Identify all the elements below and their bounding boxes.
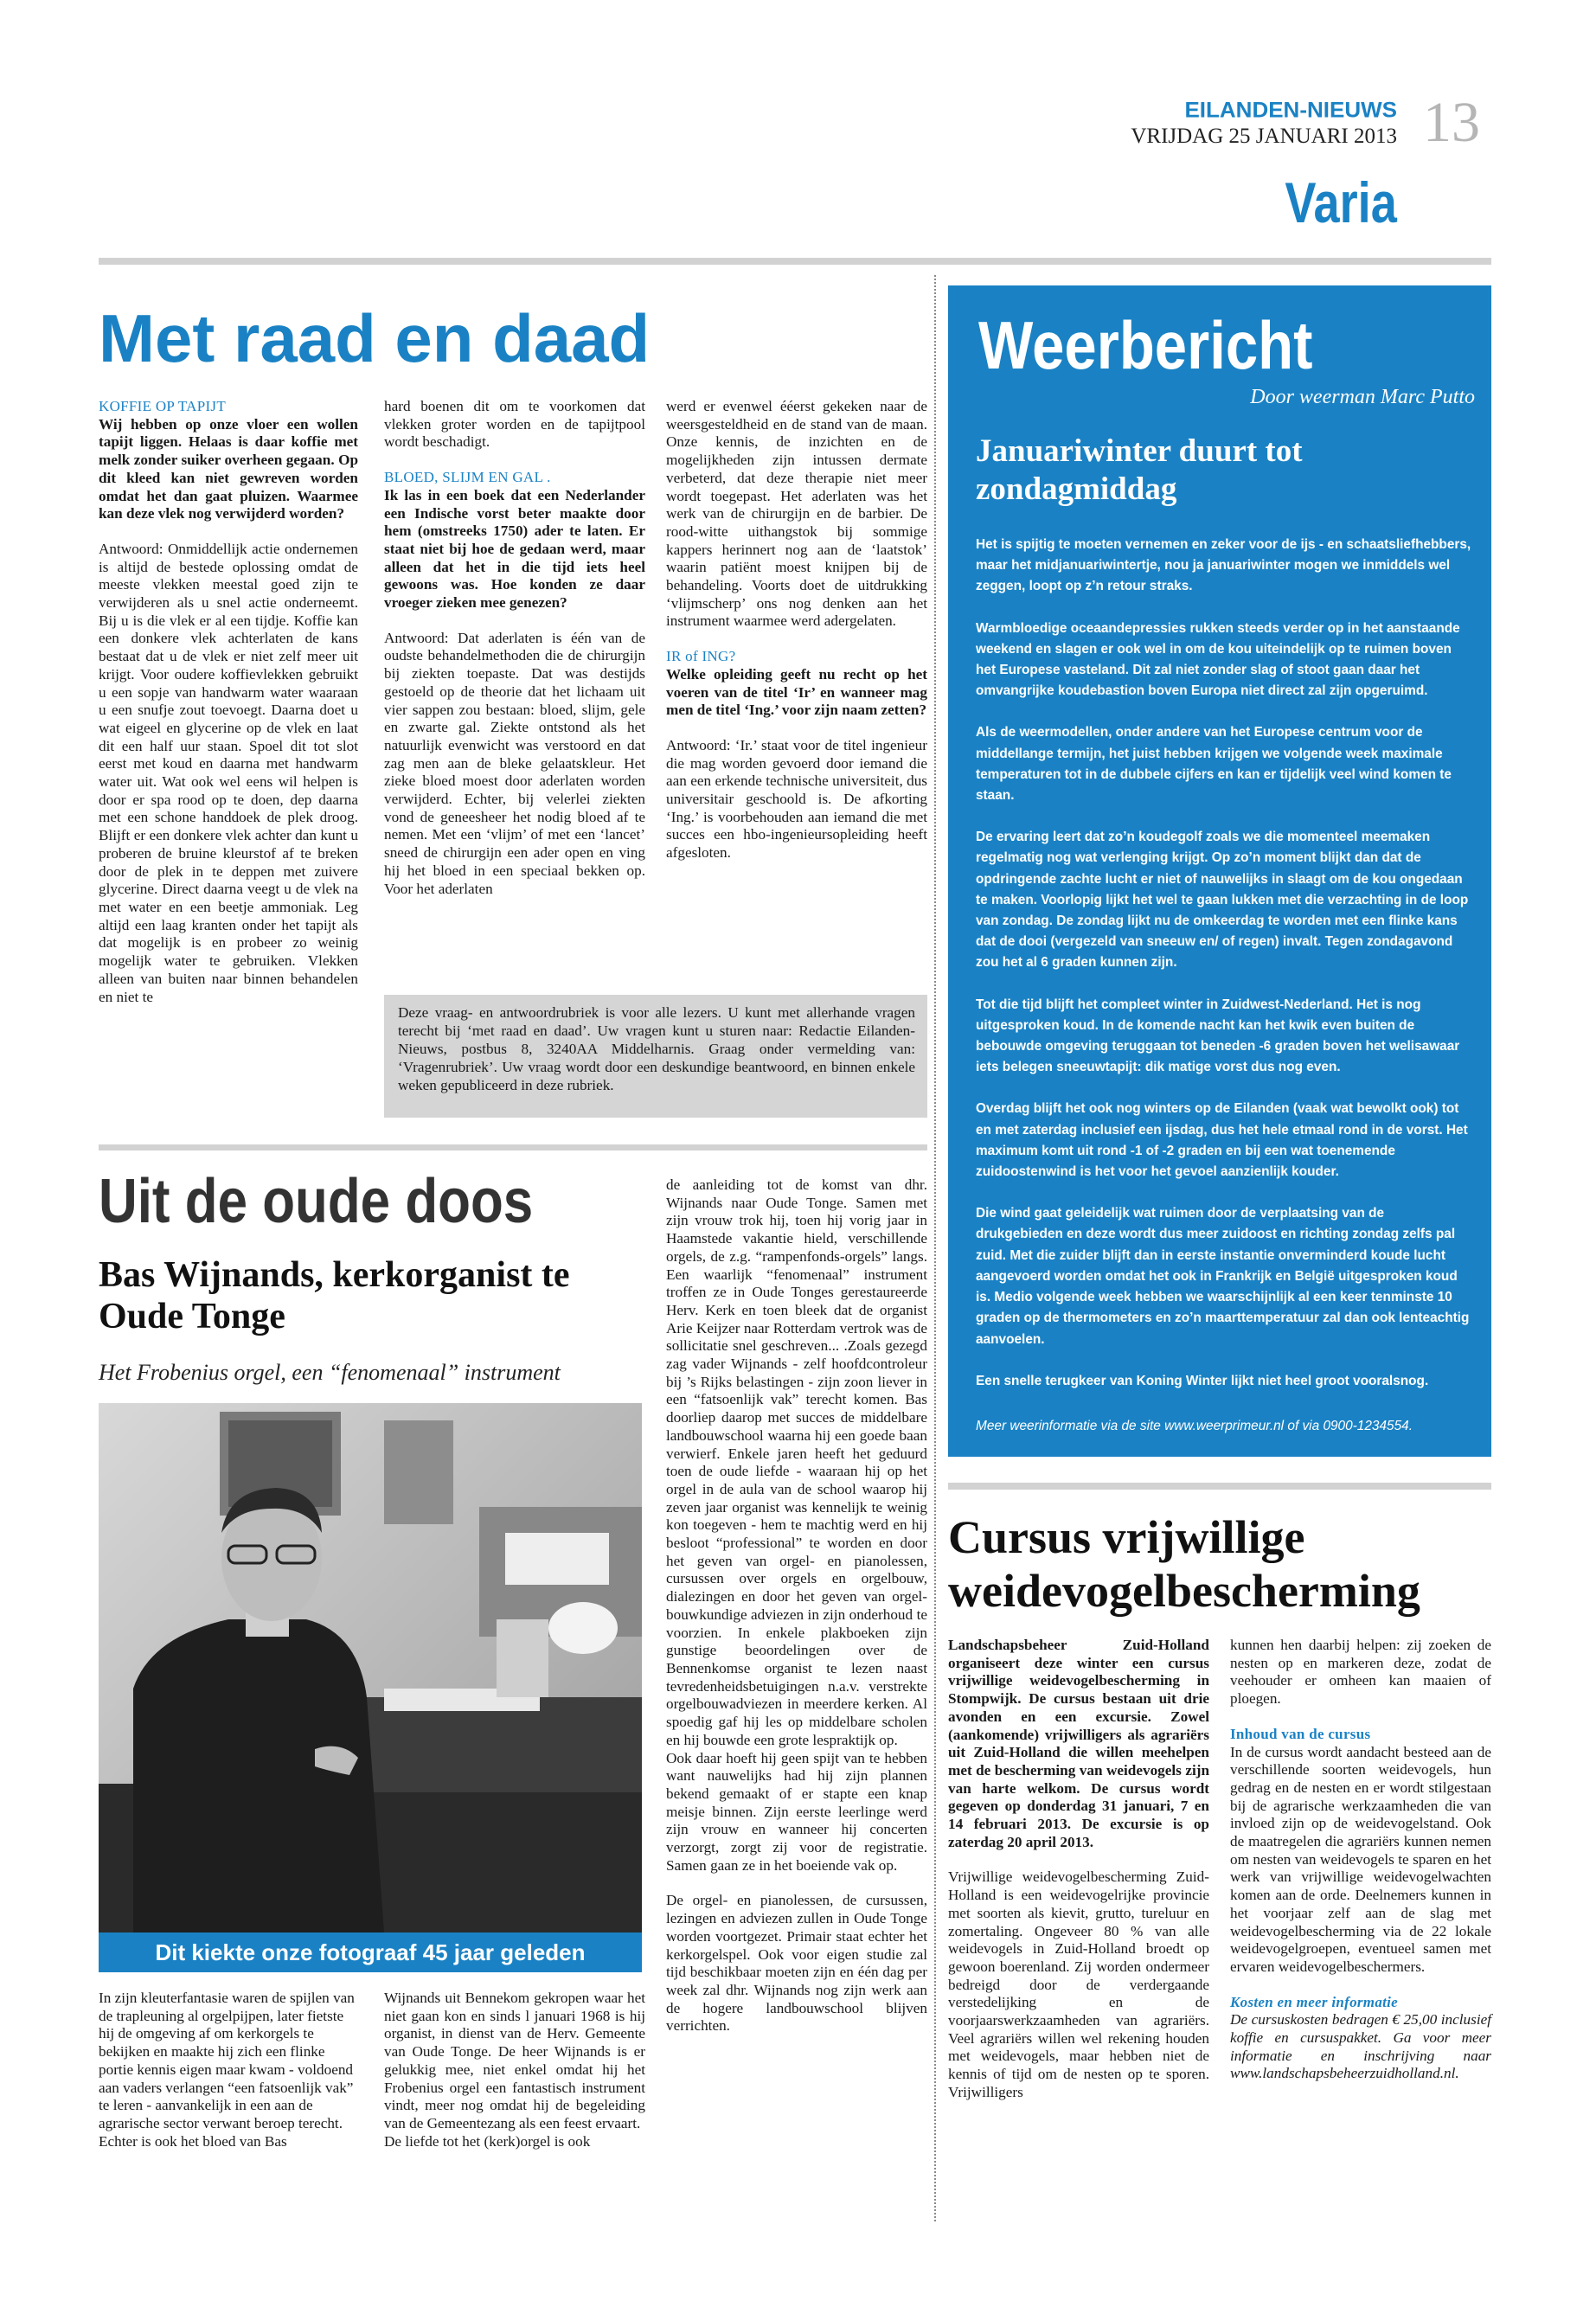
raad-question-bloed: Ik las in een boek dat een Nederlander een Indische vorst beter maakte door hem (omstreeks 1750) ader te laten. Er staat niet bij hoe de gedaan werd, maar alleen dat het in die tijd iets heel gewoons was. Hoe konden ze daar vroeger zieken mee genezen? <box>384 486 645 612</box>
doos-text-3c: De orgel- en pianolessen, de cursussen, lezingen en adviezen zullen in Oude Tonge worden voortgezet. Primair staat echter het kerkorgelspel. Ook voor eigen studie zal tijd beschikbaar moeten zijn en één dag per week zal dhr. Wijnands nog zijn werk aan de hogere landbouwschool blijven verrichten. <box>666 1892 927 2035</box>
raad-column-3 <box>666 398 927 862</box>
doos-text-3a: de aanleiding tot de komst van dhr. Wijnands naar Oude Tonge. Samen met zijn vrouw trok hij, toen hij vorig jaar in Haamstede vakantie hield, verschillende orgels, de z.g. “rampenfonds-orgels” langs. Een waarlijk “fenomenaal” instrument troffen ze in Oude Tonges gerestaureerde Herv. Kerk en toen bleek dat de organist Arie Keijzer naar Rotterdam vertrok was de sollicitatie snel geschreven... .Zoals gezegd zag vader Wijnands - zelf hoofdcontroleur bij ’s Rijks belastingen - zijn zoon liever in een “fatsoenlijk vak” terecht komen. Bas doorliep daarop met succes de middelbare landbouwschool waarna hij een goede baan verwierf. Enkele jaren heeft het geduurd toen de oude liefde - waaraan hij op het orgel in de aula van de school waarop hij zeven jaar organist was kennelijk te weinig kon toegeven - hem te machtig werd en hij besloot “professional” te worden en door het geven van orgel- en pianolessen, cursussen over orgels en orgelbouw, dialezingen en door het geven van orgel-bouwkundige adviezen in zijn onderhoud te voorzien. In enkele plakboeken zijn gunstige beoordelingen over de Bennenkomse organist te lezen naast tevredenheidsbetuigingen n.a.v. verstrekte orgelbouwadviezen in meerdere kerken. Al spoedig gaf hij les op middelbare scholen en hij bouwde een grote lespraktijk op. <box>666 1176 927 1748</box>
weather-paragraph-2: Warmbloedige oceaandepressies rukken steeds verder op in het aanstaande weekend en slagen er ook wel in om de kou uiteindelijk op te ruimen boven het Europese vasteland. Dit zal niet zonder slag of stoot gaan daar het omvangrijke koudebastion boven Europa niet direct zal zijn opgeruimd. <box>976 620 1460 699</box>
column-divider <box>934 275 936 2221</box>
raad-answer-ir: Antwoord: ‘Ir.’ staat voor de titel ingenieur die mag worden gevoerd door iemand die aan een erkende technische universiteit, dus universitair geschoold is. De afkorting ‘Ing.’ is voorbehouden aan iemand die met succes een hbo-ingenieursopleiding heeft afgesloten. <box>666 736 927 862</box>
raad-answer-bloed: Antwoord: Dat aderlaten is één van de oudste behandelmethoden die de chirurgijn bij ziekten toepaste. Dat was destijds gestoeld op de theorie dat het lichaam uit vier sappen zou bestaan: bloed, slijm, gele en zwarte gal. Ziekte ontstond als het natuurlijk evenwicht was verstoord en dat zag men aan de bleke gelaatskleur. Het zieke bloed moest door aderlaten worden verwijderd. Echter, bij velerlei ziekten vond de geneesheer het nodig bloed af te nemen. Met een ‘vlijm’ of met een ‘lancet’ sneed de chirurgijn een ader open en ving hij het bloed in een speciaal bekken op. Voor het aderlaten <box>384 629 645 897</box>
cursus-kicker-inhoud: Inhoud van de cursus <box>1230 1725 1371 1742</box>
weather-text <box>976 535 1472 1413</box>
doos-text-1a: In zijn kleuterfantasie waren de spijlen van de trapleuning al orgelpijpen, later fietste hij de omgeving af om kerkorgels te bekijken en maakte hij zich een flinke portie kennis eigen maar kwam - voldoend aan vaders verlangen “een fatsoenlijk vak” te leren - aanvankelijk in een aan de agrarische sector verwant beroep terecht. <box>99 1990 355 2131</box>
weather-byline: Door weerman Marc Putto <box>1250 386 1475 408</box>
doos-headline: Bas Wijnands, kerkorganist te Oude Tonge <box>99 1255 570 1336</box>
weather-paragraph-3: Als de weermodellen, onder andere van het Europese centrum voor de middellange termijn, het juist hebben krijgen we volgende week maximale temperaturen tot in de dubbele cijfers en kan er tijdelijk veel wind komen te staan. <box>976 725 1452 804</box>
raad-question-ir: Welke opleiding geeft nu recht op het voeren van de titel ‘Ir’ en wanneer mag men de titel ‘Ing.’ voor zijn naam zetten? <box>666 665 927 719</box>
doos-text-1b: Echter is ook het bloed van Bas <box>99 2132 287 2150</box>
cursus-body: Vrijwillige weidevogelbescherming Zuid-Holland is een weidevogelrijke provincie met soorten als kievit, grutto, tureluur en zomertaling. Ongeveer 80 % van alle weidevogels in Zuid-Holland broedt op gewoon boerenland. Zij worden ondermeer bedreigd door de verdergaande verstedelijking en de voorjaarswerkzaamheden van agrariërs. Veel agrariërs willen wel rekening houden met weidevogels, maar hebben niet de kennis of tijd om de nesten op te sporen. Vrijwilligers <box>948 1868 1209 2100</box>
weather-paragraph-8: Een snelle terugkeer van Koning Winter lijkt niet heel groot vooralsnog. <box>976 1373 1429 1388</box>
raad-continuation-3: werd er evenwel ééerst gekeken naar de weersgesteldheid en de stand van de maan. Onze kennis, de inzichten en de mogelijkheden zijn intussen dermate verbeterd, dat deze therapie niet meer wordt toegepast. Het aderlaten was het werk van de chirurgijn en de barbier. De rood-witte uithangstok bij sommige kappers herinnert nog aan de ‘laatstok’ waarin patiënt moest knijpen bij de behandeling. Voorts doet de uitdrukking ‘vlijmscherp’ ons nog denken aan het instrument waarmee werd adergelaten. <box>666 398 927 630</box>
weather-paragraph-7: Die wind gaat geleidelijk wat ruimen door de verplaatsing van de drukgebieden en deze wordt dus meer zuidoost en richting zondag zelfs pal zuid. Met die zuider blijft dan in eerste instantie onverminderd koude lucht aangevoerd worden omdat het ook in Frankrijk en België uitgesproken koud is. Medio volgende week hebben we waarschijnlijk al een keer tenminste 10 graden op de thermometers en zo’n maarttemperatuur zal dan ook lenteachtig aanvoelen. <box>976 1206 1470 1347</box>
cursus-text-2a: kunnen hen daarbij helpen: zij zoeken de nesten op en markeren deze, zodat de veehouder er omheen kan maaien of ploegen. <box>1230 1637 1491 1708</box>
raad-question-koffie: Wij hebben op onze vloer een wollen tapijt liggen. Helaas is daar koffie met melk zonder suiker overheen gegaan. Op dit kleed kan niet gewreven worden omdat het dan gaat pluizen. Waarmee kan deze vlek nog verwijderd worden? <box>99 415 358 522</box>
weather-paragraph-1: Het is spijtig te moeten vernemen en zeker voor de ijs - en schaatsliefhebbers, maar het midjanuariwintertje, nou ja januariwinter mogen we inmiddels wel zeggen, loopt op z’n retour straks. <box>976 537 1471 594</box>
weather-paragraph-5: Tot die tijd blijft het compleet winter in Zuidwest-Nederland. Het is nog uitgesproken koud. In de komende nacht kan het kwik even buiten de bebouwde omgeving teruggaan tot beneden -6 graden boven het welisawaar iets belegen sneeuwtapijt: dik matige vorst dus nog even. <box>976 997 1460 1075</box>
doos-title: Uit de oude doos <box>99 1167 534 1236</box>
raad-kicker-bloed: BLOED, SLIJM EN GAL . <box>384 469 551 486</box>
doos-text-2b: De liefde tot het (kerk)orgel is ook <box>384 2132 591 2150</box>
cursus-divider <box>948 1483 1491 1490</box>
raad-column-2 <box>384 398 645 898</box>
header-rule <box>99 258 1491 265</box>
raad-title: Met raad en daad <box>99 300 651 376</box>
section-title: Varia <box>1285 170 1397 234</box>
page-number: 13 <box>1423 91 1480 154</box>
weather-paragraph-4: De ervaring leert dat zo’n koudegolf zoals we die momenteel meemaken regelmatig nog wat verlenging krijgt. Op zo’n moment blijkt dan dat de opdringende zachte lucht er niet of nauwelijks in slaagt om de kou ongedaan te maken. Voorlopig lijkt het wel te gaan lukken met die verzachting in de loop van zondag. De zondag lijkt nu de omkeerdag te worden met een flinke kans dat de dooi (vergezeld van sneeuw en/ of regen) invalt. Tegen zondagavond zou het al 6 graden kunnen zijn. <box>976 830 1469 971</box>
doos-text-3b: Ook daar hoeft hij geen spijt van te hebben want nauwelijks had hij zijn plannen bekend gemaakt of er stapte een knap meisje binnen. Zijn eerste leerlinge werd zijn vrouw en wanneer hij concerten verzorgt, zorgt zij voor de registratie. Samen gaan ze in het boeiende vak op. <box>666 1749 927 1874</box>
weather-paragraph-6: Overdag blijft het ook nog winters op de Eilanden (vaak wat bewolkt ook) tot en met zaterdag inclusief een ijsdag, dus het hele etmaal rond in de vorst. Het maximum komt uit rond -1 of -2 graden en bij een wat toenemende zuidoostenwind is het voor het gevoel aanzienlijk kouder. <box>976 1101 1468 1180</box>
raad-column-1 <box>99 398 358 1006</box>
cursus-intro: Landschapsbeheer Zuid-Holland organiseert deze winter een cursus vrijwillige weidevogelbescherming in Stompwijk. De cursus bestaan uit drie avonden en een excursie. Zowel (aankomende) vrijwilligers als agrariërs uit Zuid-Holland die willen meehelpen met de bescherming van weidevogels zijn van harte welkom. De cursus wordt gegeven op donderdag 31 januari, 7 en 14 februari 2013. De excursie is op zaterdag 20 april 2013. <box>948 1637 1209 1850</box>
doos-column-3 <box>666 1176 927 2035</box>
cursus-column-2 <box>1230 1637 1491 2083</box>
doos-deck: Het Frobenius orgel, een “fenomenaal” instrument <box>99 1360 561 1385</box>
cursus-column-1 <box>948 1637 1209 2102</box>
weather-title: Weerbericht <box>978 307 1313 383</box>
weather-more-info: Meer weerinformatie via de site www.weerprimeur.nl of via 0900-1234554. <box>976 1419 1413 1433</box>
doos-text-2a: Wijnands uit Bennekom gekropen waar het niet gaan kon en sinds l januari 1968 is hij organist, in dienst van de Herv. Gemeente van Oude Tonge. De heer Wijnands is er gelukkig mee, niet enkel omdat hij het Frobenius orgel een fantastisch instrument vindt, meer nog omdat hij de begeleiding van de Gemeentezang als een feest ervaart. <box>384 1990 645 2131</box>
cursus-title: Cursus vrijwillige weidevogelbescherming <box>948 1511 1420 1617</box>
photo-illustration <box>99 1403 642 1932</box>
dateline: VRIJDAG 25 JANUARI 2013 <box>1131 125 1397 148</box>
cursus-kicker-kosten: Kosten en meer informatie <box>1230 1993 1399 2010</box>
photo-caption: Dit kiekte onze fotograaf 45 jaar geleden <box>99 1932 642 1972</box>
masthead: EILANDEN-NIEUWS <box>1184 97 1397 123</box>
doos-column-2 <box>384 1990 645 2150</box>
weather-headline: Januariwinter duurt tot zondagmiddag <box>976 433 1303 507</box>
raad-kicker-ir: IR of ING? <box>666 648 736 665</box>
doos-column-1 <box>99 1990 358 2150</box>
raad-answer-koffie: Antwoord: Onmiddellijk actie ondernemen is altijd de bestede oplossing omdat de meeste vlekken meestal goed zijn te verwijderen als u snel actie onderneemt. Bij u is die vlek er al een tijdje. Koffie kan een donkere vlek achterlaten de kans bestaat dat u de vlek er niet zelf meer uit krijgt. Voor oudere koffievlekken gebruikt u een sopje van handwarm water waaraan u een snufje zout toevoegt. Daarna doet u wat eigeel en glycerine op de vlek en laat dit een half uur staan. Spoel dit tot slot eerst met koud en daarna met handwarm water uit. Wat ook wel eens wil helpen is door er spa rood op te doen, dep daarna met een schone handdoek de plek droog. Blijft er een donkere vlek achter dan kunt u proberen de bruine kleurstof af te breken door de plek in te deppen met zuivere glycerine. Direct daarna veegt u de vlek na met water en een beetje ammoniak. Leg altijd een laag kranten onder het tapijt als dat mogelijk is en probeer zo weinig mogelijk water te gebruiken. Vlekken alleen van buiten naar binnen behandelen en niet te <box>99 540 358 1005</box>
section-divider <box>99 1144 927 1150</box>
raad-notice-box: Deze vraag- en antwoordrubriek is voor alle lezers. U kunt met allerhande vragen terecht bij ‘met raad en daad’. Uw vragen kunt u sturen naar: Redactie Eilanden-Nieuws, postbus 8, 3240AA Middelharnis. Graag onder vermelding van: ‘Vragenrubriek’. Uw vraag wordt door een deskundige beantwoord, en binnen enkele weken gepubliceerd in deze rubriek. <box>384 995 927 1118</box>
cursus-text-2c: De cursuskosten bedragen € 25,00 inclusief koffie en cursuspakket. Ga voor meer informatie en inschrijving naar www.landschapsbeheerzuidholland.nl. <box>1230 2011 1491 2082</box>
organist-photo <box>99 1403 642 1932</box>
raad-continuation-2: hard boenen dit om te voorkomen dat vlekken groter worden en de tapijtpool wordt beschadigt. <box>384 398 645 451</box>
raad-kicker-koffie: KOFFIE OP TAPIJT <box>99 398 227 414</box>
cursus-text-2b: In de cursus wordt aandacht besteed aan de verschillende soorten weidevogels, hun gedrag en de nesten en er wordt stilgestaan bij de agrarische werkzaamheden die van invloed zijn op de weidevogelstand. Ook de maatregelen die agrariërs kunnen nemen om nesten van weidevogels te sparen en het werk van vrijwillige weidevogelwachten komen aan de orde. Deelnemers kunnen in het voorjaar zelf aan de slag met weidevogelbescherming via de 22 lokale weidevogelgroepen, eventueel samen met ervaren weidevogelbeschermers. <box>1230 1743 1491 1975</box>
